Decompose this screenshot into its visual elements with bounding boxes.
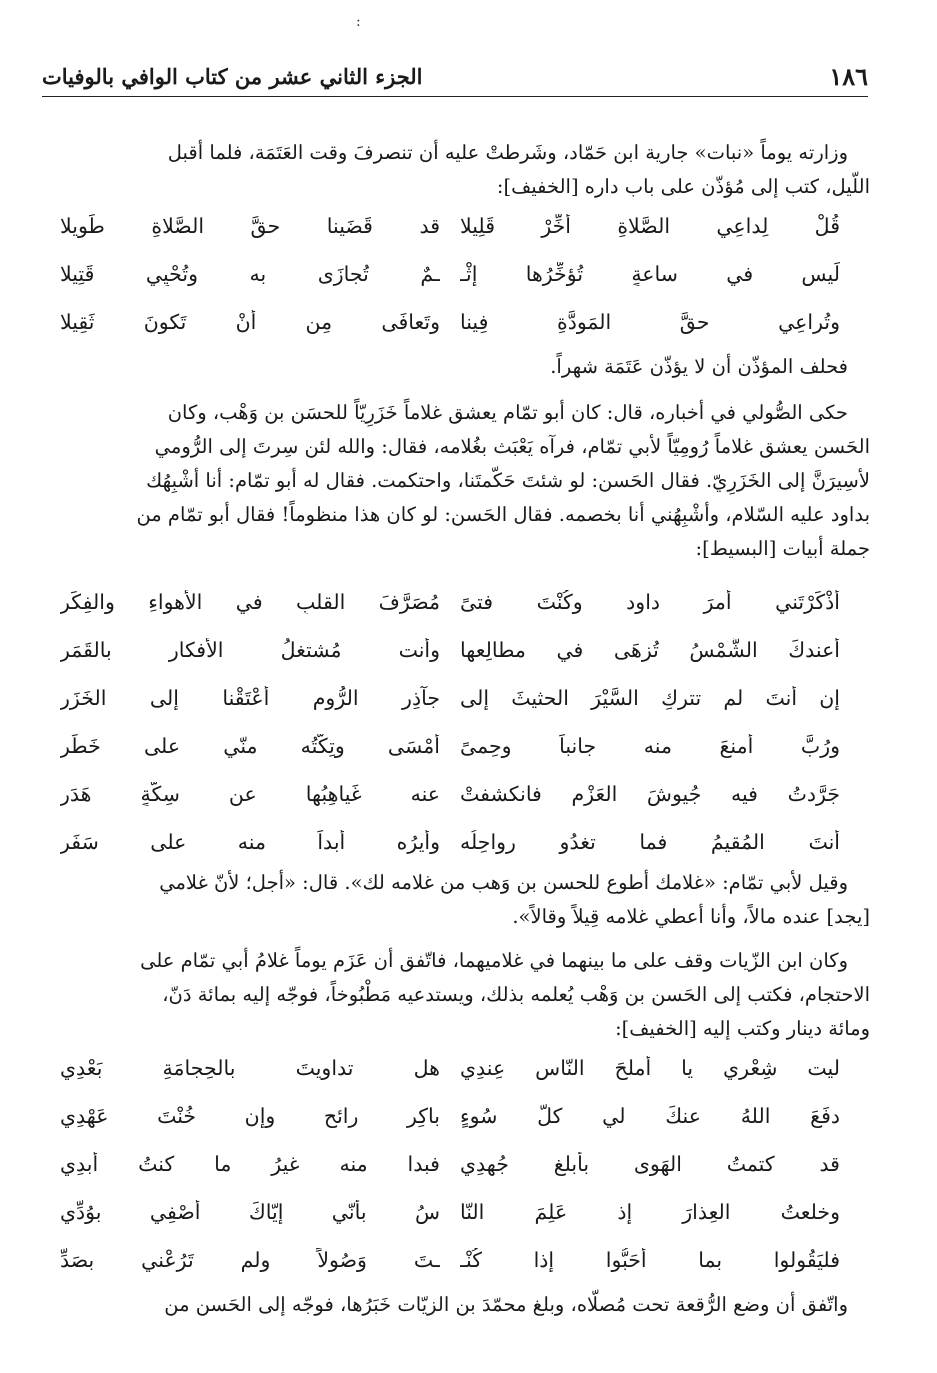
verse (60, 590, 840, 638)
hemistich-first: أذْكَرْتَني أمرَ داود وكُنْتَ فتىً (460, 590, 840, 614)
hemistich-first: وخلعتُ العِذارَ إذ عَلِمَ النّا (460, 1200, 840, 1224)
text-line: جملة أبيات [البسيط]: (695, 537, 870, 560)
hemistich-second: عنه غَياهِبُها عن سِكّةٍ هَدَرِ (60, 782, 440, 806)
prose-paragraph (44, 136, 870, 204)
verse (60, 782, 840, 830)
verse (60, 1104, 840, 1152)
text-line: وكان ابن الزّيات وقف على ما بينهما في غلاميهما، فاتّفق أن عَزَم يوماً غلامُ أبي تمّام على (140, 949, 848, 972)
page-header (42, 62, 868, 97)
verse (60, 686, 840, 734)
hemistich-second: وأيرُه أبداً منه على سَفَرِ (60, 830, 440, 854)
hemistich-second: وأنت مُشتغلُ الأفكارِ بالقَمَرِ (60, 638, 440, 662)
page-number: ١٨٦ (829, 62, 868, 91)
hemistich-first: ليت شِعْري يا أملحَ النّاسِ عِندِي (460, 1056, 840, 1080)
hemistich-first: إن أنتَ لم تتركِ السَّيْرَ الحثيثَ إلى (460, 686, 840, 710)
text-line: حكى الصُّولي في أخباره، قال: كان أبو تمّام يعشق غلاماً خَزَرِيّاً للحسَن بن وَهْب، وكان (167, 401, 848, 424)
text-line: الحَسن يعشق غلاماً رُومِيّاً لأبي تمّام، فرآه يَعْبَث بغُلامه، فقال: والله لئن سِرتَ إلى الرُّومي (154, 435, 870, 458)
hemistich-first: فليَقُولوا بما أحَبُّوا إذا كُنْـ (460, 1248, 840, 1272)
hemistich-second: باكِرٍ رائحٍ وإن خُنْتَ عَهْدِي (60, 1104, 440, 1128)
hemistich-first: دفَعَ اللهُ عنكَ لي كلَّ سُوءٍ (460, 1104, 840, 1128)
poem-block (60, 1056, 840, 1296)
text-line: ومائة دينار وكتب إليه [الخفيف]: (615, 1017, 870, 1040)
text-line: وقيل لأبي تمّام: «غلامك أطوع للحسن بن وَهب من غلامه لك». قال: «أجل؛ لأنّ غلامي (159, 871, 848, 894)
hemistich-first: لَيس في ساعةٍ تُؤخِّرُها إثْـ (460, 262, 840, 286)
prose-paragraph (44, 866, 870, 934)
verse (60, 734, 840, 782)
hemistich-first: قُلْ لِداعِي الصَّلاةِ أخِّرْ قَلِيلا (460, 214, 840, 238)
hemistich-second: ـمٌ تُجازَى به وتُحْيِي قَتِيلا (60, 262, 440, 286)
text-line: فحلف المؤذّن أن لا يؤذّن عَتَمَة شهراً. (550, 355, 848, 378)
hemistich-first: قد كتمتُ الهَوى بأبلغِ جُهدِي (460, 1152, 840, 1176)
poem-block (60, 590, 840, 878)
prose-paragraph (44, 350, 870, 384)
verse (60, 262, 840, 310)
print-mark: : (356, 14, 361, 30)
hemistich-second: قد قَضَينا حقَّ الصَّلاةِ طَوِيلا (60, 214, 440, 238)
hemistich-first: أنتَ المُقيمُ فما تغدُو رواحِلُه (460, 830, 840, 854)
verse (60, 1056, 840, 1104)
text-line: اللّيل، كتب إلى مُؤذّن على باب داره [الخفيف]: (496, 175, 870, 198)
prose-paragraph (44, 944, 870, 1046)
text-line: [يجد] عنده مالاً، وأنا أعطي غلامه قِيلاً وقالاً». (512, 905, 870, 928)
text-line: لأسِيرَنَّ إلى الخَزَرِيّ. فقال الحَسن: لو شئتَ حَكّمتَنا، واحتكمت. فقال له أبو تمّام: أنا أشْبِهُك (146, 469, 870, 492)
poem-block (60, 214, 840, 358)
hemistich-second: فبدا منه غيرُ ما كنتُ أُبدِي (60, 1152, 440, 1176)
hemistich-second: مُصَرَّفَ القلبِ في الأهواءِ والفِكَرِ (60, 590, 440, 614)
text-line: بداود عليه السّلام، وأشْبِهُني أنا بخصمه. فقال الحَسن: لو كان هذا منظوماً! فقال أبو تمّام من (136, 503, 870, 526)
hemistich-second: سُ بأنّي إيّاكَ أُصْفِي بوُدِّي (60, 1200, 440, 1224)
running-title: الجزء الثاني عشر من كتاب الوافي بالوفيات (42, 64, 423, 89)
hemistich-second: ـتَ وَصُولاً ولم تَرُعْني بصَدِّ (60, 1248, 440, 1272)
verse (60, 1200, 840, 1248)
verse (60, 638, 840, 686)
verse (60, 214, 840, 262)
hemistich-second: أمْسَى وتِكَّتُه منّي على خَطَرِ (60, 734, 440, 758)
hemistich-second: وتَعافَى مِن أنْ تَكونَ ثَقِيلا (60, 310, 440, 334)
hemistich-first: جَرَّدتُ فيه جُيوشَ العَزْمِ فانكشفتْ (460, 782, 840, 806)
text-line: الاحتجام، فكتب إلى الحَسن بن وَهْب يُعلمه بذلك، ويستدعيه مَطْبُوخاً، فوجّه إليه بمائة دَنّ، (162, 983, 870, 1006)
prose-paragraph (44, 1288, 870, 1322)
text-line: واتّفق أن وضع الرُّقعة تحت مُصلّاه، وبلغ محمّدَ بن الزيّات خَبَرُها، فوجّه إلى الحَسن من (164, 1293, 848, 1316)
hemistich-first: أعندكَ الشَّمْسُ تُزهَى في مطالِعها (460, 638, 840, 662)
hemistich-first: وتُراعِي حقَّ المَودَّةِ فِينا (460, 310, 840, 334)
hemistich-first: ورُبَّ أمنعَ منه جانباً وحِمىً (460, 734, 840, 758)
hemistich-second: جآذِرِ الرُّومِ أعْتَقْنا إلى الخَزَرِ (60, 686, 440, 710)
hemistich-second: هل تداويتَ بالحِجامَةِ بَعْدِي (60, 1056, 440, 1080)
verse (60, 1152, 840, 1200)
prose-paragraph (44, 396, 870, 566)
text-line: وزارته يوماً «نبات» جارية ابن حَمّاد، وشَرطتْ عليه أن تنصرفَ وقت العَتَمَة، فلما أقبل (167, 141, 848, 164)
